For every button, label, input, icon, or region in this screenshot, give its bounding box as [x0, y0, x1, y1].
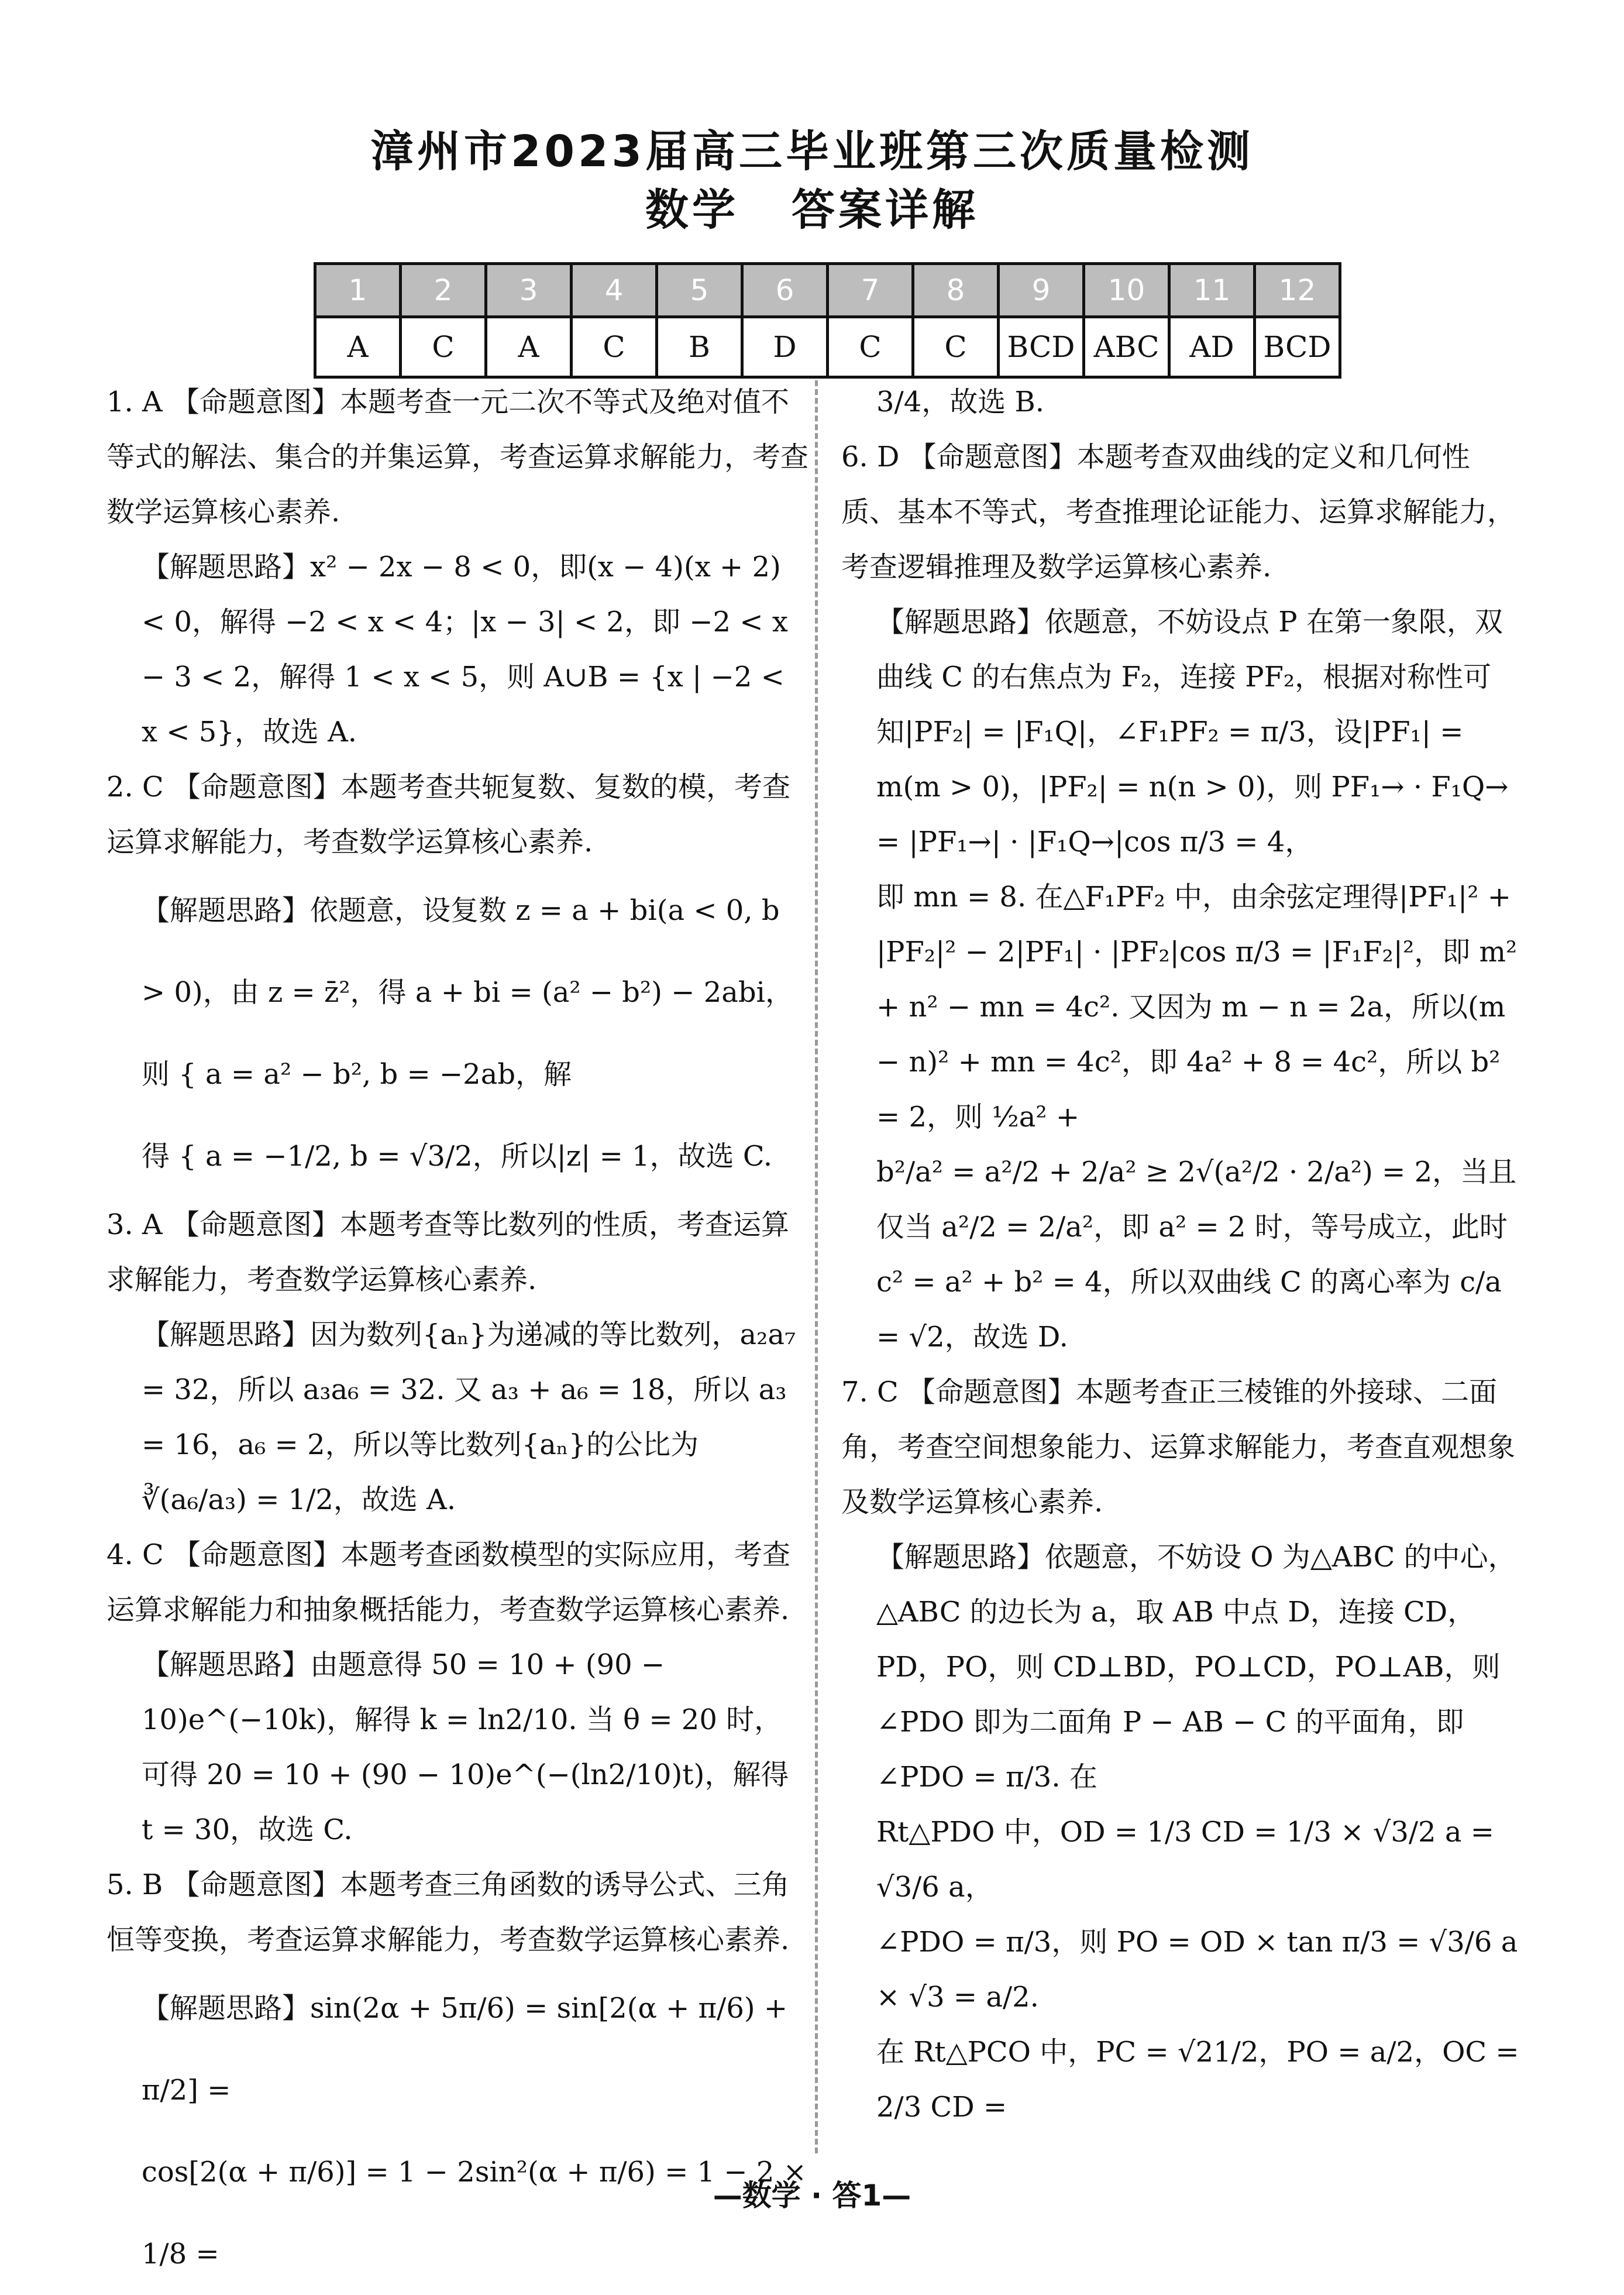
- q7-solution-part1: 【解题思路】依题意，不妨设 O 为△ABC 的中心，△ABC 的边长为 a，取 AB 中点 D，连接 CD，PD，PO，则 CD⊥BD，PO⊥CD，PO⊥AB，则∠PDO 即为二面角 P − AB − C 的平面角，即∠PDO = π/3. 在: [876, 1541, 1516, 1794]
- q5-solution-part2: cos[2(α + π/6)] = 1 − 2sin²(α + π/6) = 1 − 2 × 1/8 =: [142, 2156, 807, 2270]
- question-number: 8: [913, 264, 999, 317]
- right-column: [841, 375, 1526, 2135]
- question-number: 2: [401, 264, 486, 317]
- answer-cell: BCD: [1255, 317, 1340, 377]
- question-number: 1: [315, 264, 401, 317]
- answer-cell: ABC: [1084, 317, 1169, 377]
- q5-solution-end: 3/4，故选 B.: [876, 386, 1045, 418]
- question-number: 10: [1084, 264, 1169, 317]
- q2-intent: 2. C 【命题意图】本题考查共轭复数、复数的模，考查运算求解能力，考查数学运算核心素养.: [106, 771, 791, 858]
- answer-cell: C: [913, 317, 999, 377]
- q6-solution-part3: b²/a² = a²/2 + 2/a² ≥ 2√(a²/2 · 2/a²) = 2，当且仅当 a²/2 = 2/a²，即 a² = 2 时，等号成立，此时 c² = a² + b² = 4，所以双曲线 C 的离心率为 c/a = √2，故选 D.: [876, 1156, 1517, 1353]
- page-subtitle: [0, 176, 1624, 238]
- question-number: 3: [486, 264, 572, 317]
- answer-table: [314, 262, 1341, 379]
- q7-solution-part2: Rt△PDO 中，OD = 1/3 CD = 1/3 × √3/2 a = √3/6 a，: [876, 1816, 1494, 1904]
- answer-cell: BCD: [999, 317, 1084, 377]
- subtitle-kind: 答案详解: [792, 185, 979, 235]
- question-number: 5: [657, 264, 742, 317]
- question-number: 12: [1255, 264, 1340, 317]
- page-footer: —数学 · 答1—: [713, 2179, 911, 2212]
- q7-solution-part4: 在 Rt△PCO 中，PC = √21/2，PO = a/2，OC = 2/3 CD =: [876, 2036, 1519, 2124]
- q1-intent: 1. A 【命题意图】本题考查一元二次不等式及绝对值不等式的解法、集合的并集运算，考查运算求解能力，考查数学运算核心素养.: [106, 386, 809, 528]
- q7-solution-part3: ∠PDO = π/3，则 PO = OD × tan π/3 = √3/6 a × √3 = a/2.: [876, 1926, 1518, 2014]
- q3-intent: 3. A 【命题意图】本题考查等比数列的性质，考查运算求解能力，考查数学运算核心素养.: [106, 1208, 789, 1296]
- question-number: 9: [999, 264, 1084, 317]
- answer-cell: AD: [1169, 317, 1255, 377]
- q3-solution: 【解题思路】因为数列{aₙ}为递减的等比数列，a₂a₇ = 32，所以 a₃a₆ = 32. 又 a₃ + a₆ = 18，所以 a₃ = 16，a₆ = 2，所以等比数列{aₙ}的公比为 ∛(a₆/a₃) = 1/2，故选 A.: [142, 1318, 796, 1516]
- question-number: 7: [828, 264, 913, 317]
- q7-intent: 7. C 【命题意图】本题考查正三棱锥的外接球、二面角，考查空间想象能力、运算求解能力，考查直观想象及数学运算核心素养.: [841, 1376, 1516, 1518]
- q6-intent: 6. D 【命题意图】本题考查双曲线的定义和几何性质、基本不等式，考查推理论证能力、运算求解能力，考查逻辑推理及数学运算核心素养.: [841, 441, 1516, 583]
- q1-solution: 【解题思路】x² − 2x − 8 < 0，即(x − 4)(x + 2) < 0，解得 −2 < x < 4；|x − 3| < 2，即 −2 < x − 3 < 2，解得 1 < x < 5，则 A∪B = {x | −2 < x < 5}，故选 A.: [142, 551, 788, 748]
- q2-solution-part2: 得 { a = −1/2, b = √3/2，所以|z| = 1，故选 C.: [142, 1140, 773, 1173]
- q5-solution-part1: 【解题思路】sin(2α + 5π/6) = sin[2(α + π/6) + π/2] =: [142, 1992, 788, 2107]
- q4-intent: 4. C 【命题意图】本题考查函数模型的实际应用，考查运算求解能力和抽象概括能力，考查数学运算核心素养.: [106, 1538, 791, 1626]
- q6-solution-part2: 即 mn = 8. 在△F₁PF₂ 中，由余弦定理得|PF₁|² + |PF₂|² − 2|PF₁| · |PF₂|cos π/3 = |F₁F₂|²，即 m² + n² − mn = 4c². 又因为 m − n = 2a，所以(m − n)² + mn = 4c²，即 4a² + 8 = 4c²，所以 b² = 2，则 ½a² +: [876, 881, 1518, 1133]
- answer-cell: C: [572, 317, 657, 377]
- q6-solution-part1: 【解题思路】依题意，不妨设点 P 在第一象限，双曲线 C 的右焦点为 F₂，连接 PF₂，根据对称性可知|PF₂| = |F₁Q|，∠F₁PF₂ = π/3，设|PF₁| = m(m > 0)，|PF₂| = n(n > 0)，则 PF₁→ · F₁Q→ = |PF₁→| · |F₁Q→|cos π/3 = 4，: [876, 606, 1509, 858]
- answer-cell: A: [486, 317, 572, 377]
- question-number: 6: [742, 264, 828, 317]
- answer-cell: A: [315, 317, 401, 377]
- answer-cell: C: [401, 317, 486, 377]
- q5-intent: 5. B 【命题意图】本题考查三角函数的诱导公式、三角恒等变换，考查运算求解能力，考查数学运算核心素养.: [106, 1868, 790, 1956]
- question-number: 4: [572, 264, 657, 317]
- question-number: 11: [1169, 264, 1255, 317]
- left-column: [106, 375, 808, 2295]
- page-title: 漳州市2023届高三毕业班第三次质量检测: [370, 126, 1254, 177]
- q2-solution-part1: 【解题思路】依题意，设复数 z = a + bi(a < 0, b > 0)，由 z = z̄²，得 a + bi = (a² − b²) − 2abi，则 { a = a² − b², b = −2ab，解: [142, 894, 793, 1091]
- column-divider: [815, 380, 818, 2153]
- answer-table-answers: [315, 317, 1340, 377]
- answer-cell: B: [657, 317, 742, 377]
- answer-cell: C: [828, 317, 913, 377]
- q4-solution: 【解题思路】由题意得 50 = 10 + (90 − 10)e^(−10k)，解得 k = ln2/10. 当 θ = 20 时，可得 20 = 10 + (90 − 10)e^(−(ln2/10)t)，解得 t = 30，故选 C.: [142, 1648, 789, 1846]
- subtitle-subject: 数学: [645, 185, 739, 235]
- answer-table-numbers: [315, 264, 1340, 317]
- answer-cell: D: [742, 317, 828, 377]
